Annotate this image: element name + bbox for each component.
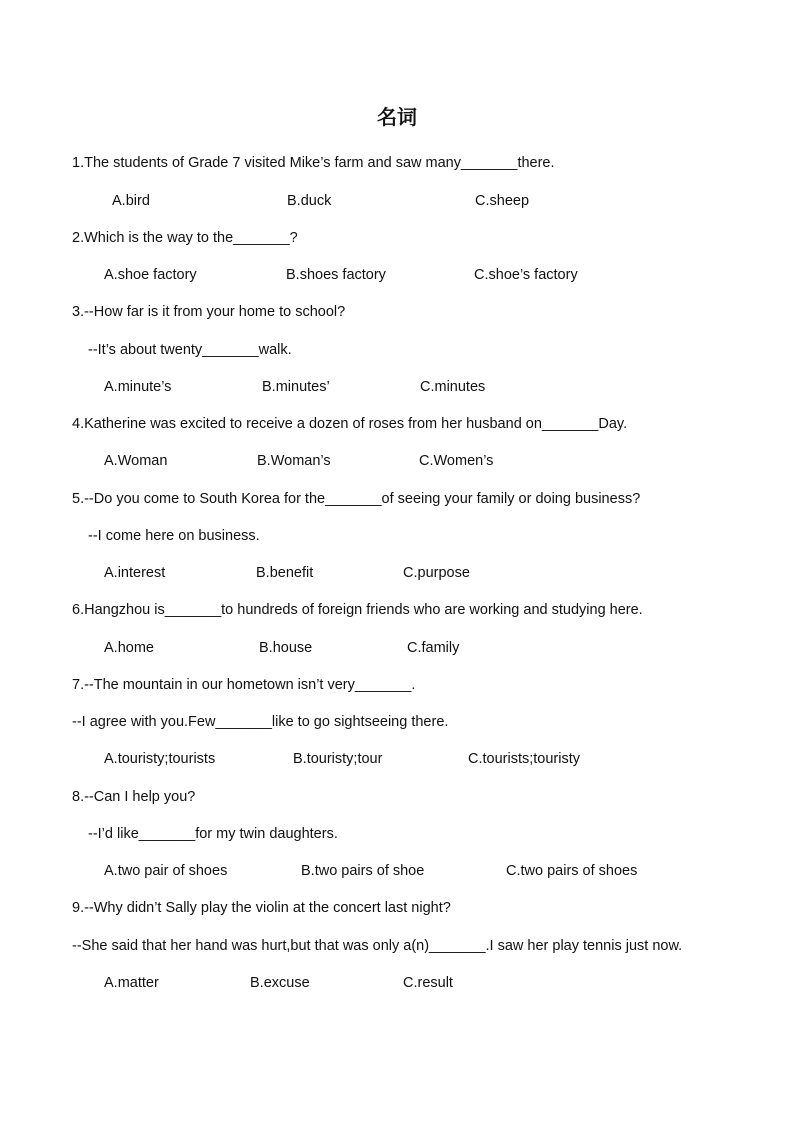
question-5-stem: 5.--Do you come to South Korea for the_______of seeing your family or doing business? [72,491,641,507]
question-1-option-a: A.bird [112,193,150,209]
question-9-option-b: B.excuse [250,975,310,991]
question-3-option-b: B.minutes’ [262,379,330,395]
question-1-option-b: B.duck [287,193,332,209]
question-4-option-b: B.Woman’s [257,453,331,469]
question-4-option-a: A.Woman [104,453,168,469]
question-8-option-c: C.two pairs of shoes [506,863,638,879]
question-6-option-c: C.family [407,640,460,656]
question-2-option-c: C.shoe’s factory [474,267,578,283]
question-6-option-a: A.home [104,640,154,656]
question-9-reply: --She said that her hand was hurt,but that was only a(n)_______.I saw her play tennis just now. [72,938,683,954]
question-3-option-c: C.minutes [420,379,486,395]
question-9-option-c: C.result [403,975,453,991]
question-8-reply: --I’d like_______for my twin daughters. [88,826,338,842]
question-3-reply: --It’s about twenty_______walk. [88,342,292,358]
question-7-stem: 7.--The mountain in our hometown isn’t very_______. [72,677,416,693]
question-7-option-a: A.touristy;tourists [104,751,216,767]
question-3-option-a: A.minute’s [104,379,172,395]
question-7-option-b: B.touristy;tour [293,751,383,767]
question-7-option-c: C.tourists;touristy [468,751,580,767]
question-9-stem: 9.--Why didn’t Sally play the violin at the concert last night? [72,900,451,916]
question-3-stem: 3.--How far is it from your home to school? [72,304,346,320]
question-5-option-a: A.interest [104,565,166,581]
question-2-option-b: B.shoes factory [286,267,386,283]
question-8-option-a: A.two pair of shoes [104,863,228,879]
question-8-option-b: B.two pairs of shoe [301,863,425,879]
question-6-stem: 6.Hangzhou is_______to hundreds of foreign friends who are working and studying here. [72,602,643,618]
question-2-option-a: A.shoe factory [104,267,197,283]
question-4-option-c: C.Women’s [419,453,494,469]
question-7-reply: --I agree with you.Few_______like to go sightseeing there. [72,714,449,730]
question-5-option-b: B.benefit [256,565,314,581]
question-5-reply: --I come here on business. [88,528,260,544]
question-1-stem: 1.The students of Grade 7 visited Mike’s farm and saw many_______there. [72,155,555,171]
question-8-stem: 8.--Can I help you? [72,789,196,805]
question-9-option-a: A.matter [104,975,159,991]
question-1-option-c: C.sheep [475,193,530,209]
question-4-stem: 4.Katherine was excited to receive a dozen of roses from her husband on_______Day. [72,416,628,432]
page-title: 名词 [377,105,417,129]
question-2-stem: 2.Which is the way to the_______? [72,230,298,246]
question-5-option-c: C.purpose [403,565,470,581]
question-6-option-b: B.house [259,640,313,656]
